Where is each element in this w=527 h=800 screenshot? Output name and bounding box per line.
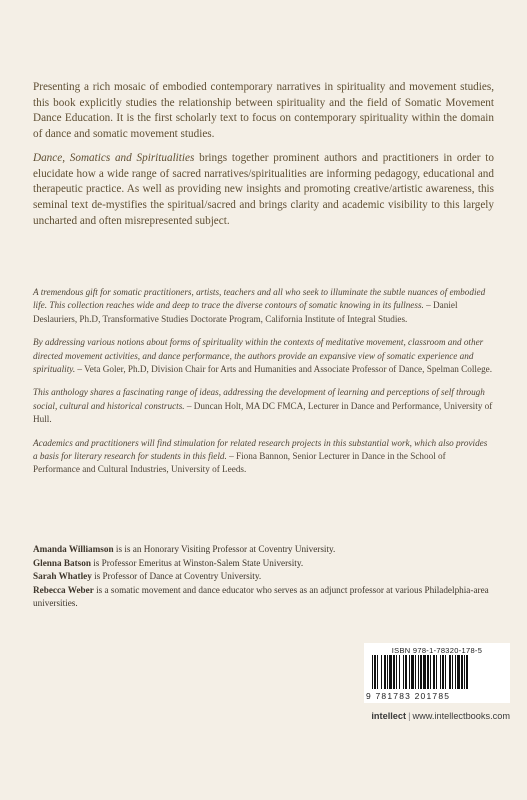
barcode-bar — [399, 655, 400, 689]
author-bio — [33, 543, 494, 557]
barcode-bar — [405, 655, 407, 689]
author-bio-text: is a somatic movement and dance educator who serves as an adjunct professor at various Philadelphia-area universities. — [33, 584, 489, 609]
publisher-url[interactable]: www.intellectbooks.com — [412, 711, 510, 721]
barcode-bar — [430, 655, 431, 689]
blurb-paragraph-1: Presenting a rich mosaic of embodied contemporary narratives in spirituality and movement studies, this book explicitly studies the relationship between spirituality and the field of Somatic Movement Dance Education. It is the first scholarly text to focus on contemporary spirituality within the domain of dance and somatic movement studies. — [33, 81, 494, 141]
barcode-bar — [445, 655, 446, 689]
author-bios — [33, 543, 494, 611]
barcode-bar — [420, 655, 422, 689]
barcode-bar — [449, 655, 451, 689]
barcode-bar — [377, 655, 378, 689]
author-bio — [33, 584, 494, 611]
blurb-paragraph-2-text: brings together prominent authors and practitioners in order to elucidate how a wide range of sacred narratives/spiritualities are informing pedagogy, educational and therapeutic practice. As well as providing new insights and promoting creative/artistic awareness, this seminal text de-mystifies the spiritual/sacred and brings clarity and academic visibility to this largely uncharted and often misrepresented subject. — [33, 151, 494, 227]
author-name: Rebecca Weber — [33, 584, 94, 595]
endorsements — [33, 286, 494, 487]
barcode-bar — [384, 655, 386, 689]
author-name: Glenna Batson — [33, 557, 91, 568]
endorsement — [33, 286, 494, 326]
book-title: Dance, Somatics and Spiritualities — [33, 151, 195, 164]
barcode-bar — [442, 655, 444, 689]
barcode-bar — [403, 655, 404, 689]
barcode-icon — [364, 655, 510, 691]
barcode-bar — [374, 655, 376, 689]
barcode-digits: 9 781783 201785 — [366, 691, 451, 701]
barcode-bar — [389, 655, 392, 689]
publisher-line — [0, 711, 510, 721]
barcode-bar — [461, 655, 463, 689]
barcode-bar — [440, 655, 441, 689]
isbn-label: ISBN 978-1-78320-178-5 — [391, 646, 483, 655]
endorsement-text: Academics and practitioners will find stimulation for related research projects in this substantial work, which also provides a basis for literary research for students in this field. — [33, 437, 488, 462]
author-bio-text: is Professor of Dance at Coventry University. — [91, 571, 262, 582]
publisher-logo: intellect — [371, 711, 407, 721]
isbn-barcode — [364, 643, 510, 703]
barcode-bar — [433, 655, 435, 689]
barcode-bar — [372, 655, 373, 689]
endorsement-text: This anthology shares a fascinating range of ideas, addressing the development of learning and perceptions of self through social, cultural and historical constructs. — [33, 387, 485, 411]
blurb — [33, 80, 494, 237]
author-bio-text: is is an Honorary Visiting Professor at Coventry University. — [113, 544, 336, 554]
barcode-bar — [427, 655, 429, 689]
barcode-bar — [411, 655, 414, 689]
endorsement-attribution: – Veta Goler, Ph.D, Division Chair for Arts and Humanities and Associate Professor of Dance, Spelman College. — [75, 364, 493, 375]
endorsement-attribution: – Daniel Deslauriers, Ph.D, Transformative Studies Doctorate Program, California Institute of Integral Studies. — [33, 300, 458, 324]
barcode-bar — [457, 655, 460, 689]
author-name: Sarah Whatley — [33, 571, 92, 582]
barcode-bar — [452, 655, 453, 689]
barcode-bar — [381, 655, 382, 689]
author-bio-text: is Professor Emeritus at Winston-Salem State University. — [90, 557, 304, 568]
barcode-bar — [464, 655, 465, 689]
author-name: Amanda Williamson — [33, 544, 114, 554]
barcode-bar — [415, 655, 416, 689]
barcode-bar — [418, 655, 419, 689]
endorsement — [33, 386, 494, 426]
blurb-paragraph-2 — [33, 151, 494, 230]
barcode-bar — [409, 655, 410, 689]
barcode-bar — [466, 655, 468, 689]
author-bio — [33, 557, 494, 571]
barcode-bar — [423, 655, 426, 689]
endorsement-text: A tremendous gift for somatic practitioners, artists, teachers and all who seek to illuminate the subtle nuances of embodied life. This collection reaches wide and deep to trace the diverse contours of somatic knowing in its fullness. — [33, 287, 486, 311]
endorsement-text: By addressing various notions about forms of spirituality within the contexts of meditative movement, classroom and other directed movement activities, and dance performance, the authors provide an expansive view of somatic experience and spirituality. — [33, 337, 484, 375]
author-bio — [33, 570, 494, 584]
barcode-bar — [393, 655, 395, 689]
barcode-bar — [387, 655, 388, 689]
barcode-bar — [396, 655, 397, 689]
barcode-bar — [436, 655, 437, 689]
endorsement-attribution: – Duncan Holt, MA DC FMCA, Lecturer in Dance and Performance, University of Hull. — [33, 400, 493, 425]
endorsement-attribution: – Fiona Bannon, Senior Lecturer in Dance in the School of Performance and Cultural Industries, University of Leeds. — [33, 451, 446, 475]
publisher-separator: | — [408, 711, 411, 721]
endorsement — [33, 336, 494, 376]
barcode-bar — [455, 655, 456, 689]
endorsement — [33, 437, 494, 477]
